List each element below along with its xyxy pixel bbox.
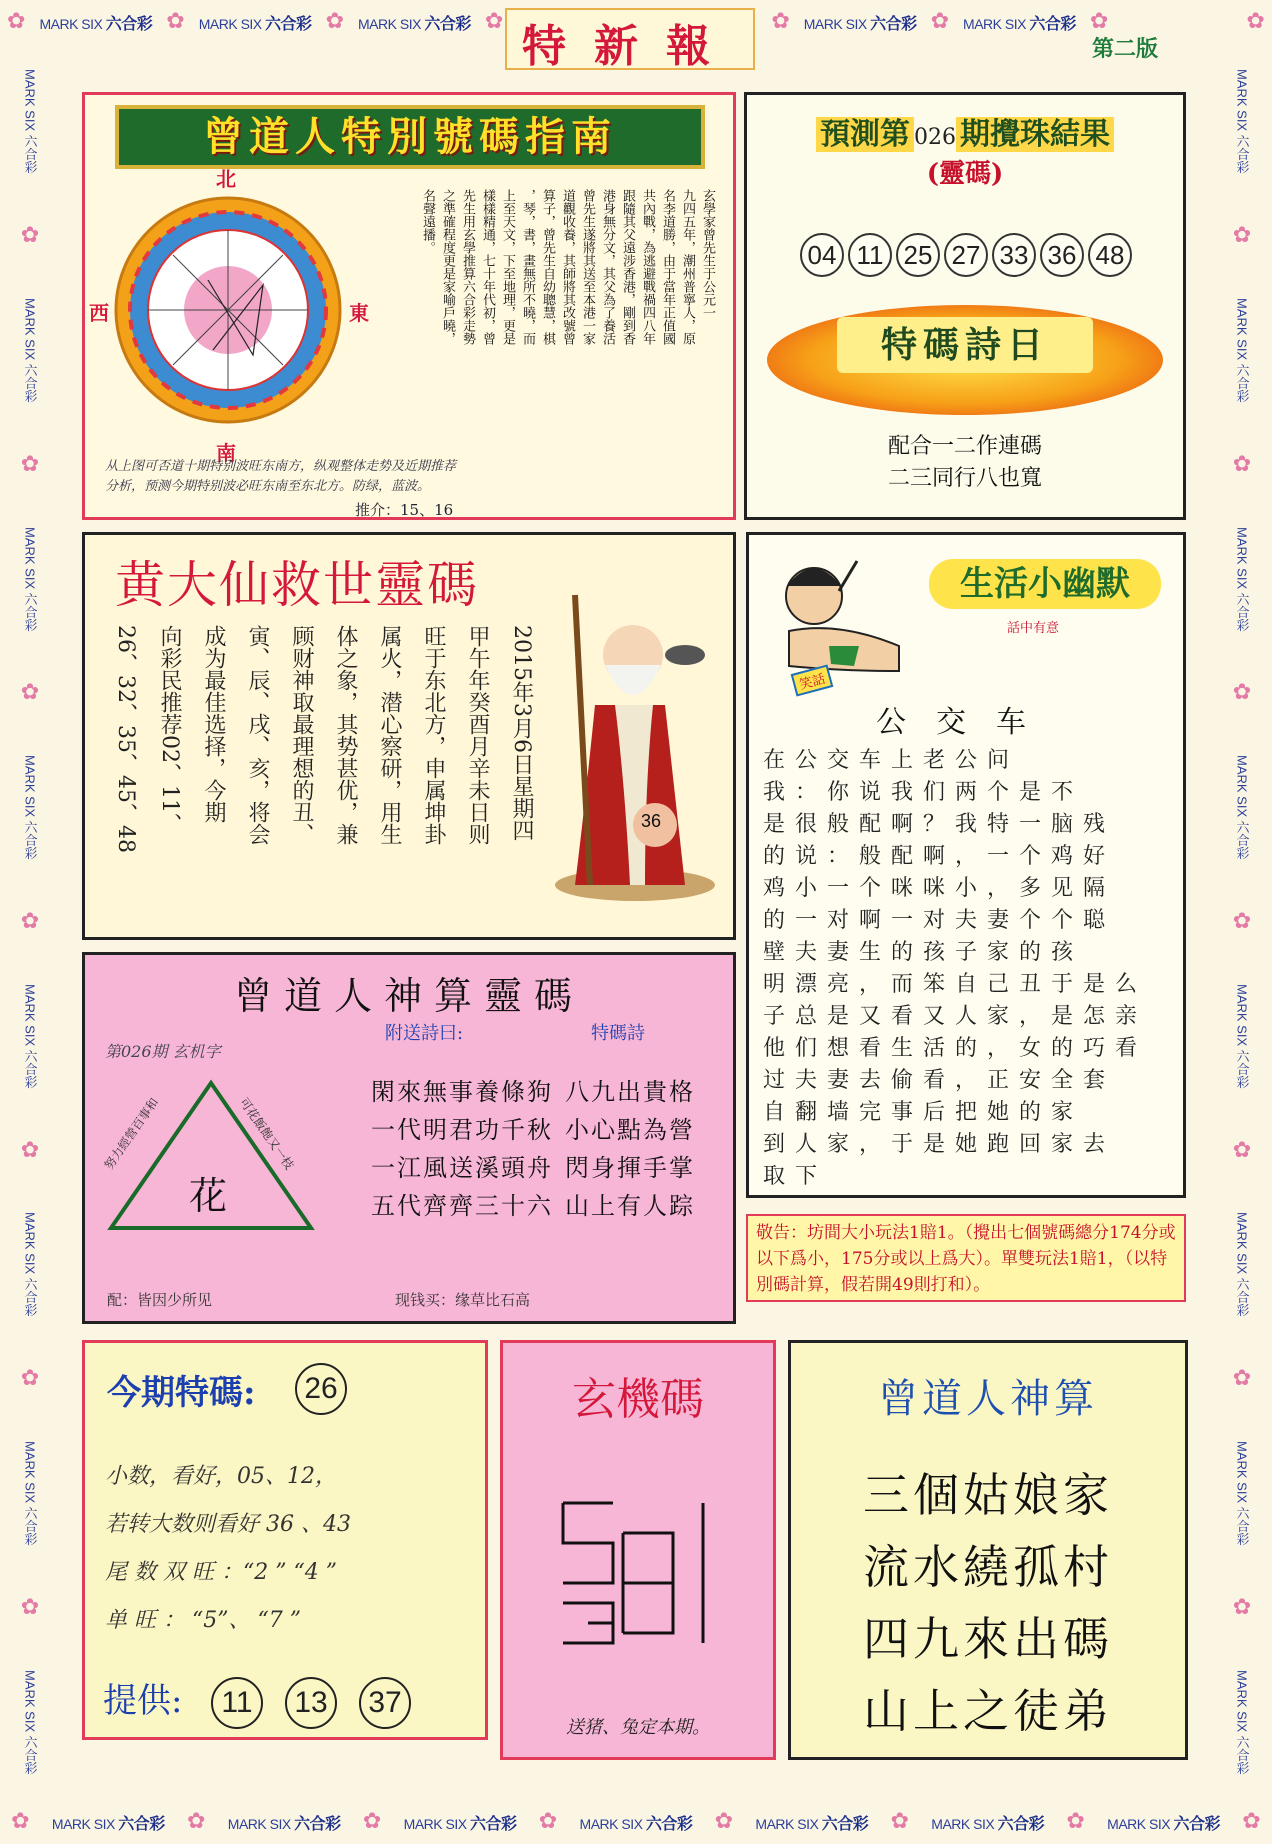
compass-rings — [103, 185, 353, 435]
brand-logo: MARK SIX 六合彩 — [1234, 69, 1250, 175]
brand-logo: MARK SIX 六合彩 — [803, 15, 917, 33]
guide-handwritten — [105, 457, 715, 497]
number-ball: 04 — [800, 233, 844, 277]
special-poem-label: 特碼詩 — [591, 1023, 645, 1044]
flower-icon: ✿ — [1232, 908, 1252, 934]
guide-title: 曾道人特別號碼指南 — [203, 113, 617, 160]
shen-poem — [791, 1459, 1185, 1747]
mystery-code-glyph — [553, 1493, 723, 1653]
number-ball: 27 — [944, 233, 988, 277]
flower-icon: ✿ — [890, 1809, 909, 1834]
number-ball: 11 — [848, 233, 892, 277]
poem-label: 附送詩曰: — [385, 1023, 464, 1044]
story-title: 公交车 — [876, 705, 1056, 740]
predict-title: 預測第 026 期攪珠結果 — [747, 109, 1183, 153]
masthead — [505, 8, 755, 70]
brand-logo: MARK SIX 六合彩 — [1234, 298, 1250, 403]
bio-line: 道觀收養，其師將其改號曾 — [560, 189, 575, 345]
poem-title: 特碼詩日 — [837, 317, 1093, 373]
right-border-strip — [1222, 44, 1262, 1800]
story-line: 过夫妻去偷看，正安全套 — [763, 1068, 1116, 1093]
special-line: 单 旺 ： “5”、 “7 ” — [105, 1608, 301, 1633]
flower-icon: ✿ — [1232, 1137, 1252, 1163]
guide-title-box — [115, 105, 705, 169]
guide-note-line: 分析，预测今期特别波必旺东南至东北方。防绿，蓝波。 — [105, 479, 431, 494]
number-ball: 48 — [1088, 233, 1132, 277]
joke-tag: 笑話 — [791, 664, 834, 696]
number-ball: 25 — [896, 233, 940, 277]
flower-icon: ✿ — [11, 1809, 30, 1834]
flower-icon: ✿ — [1242, 1809, 1261, 1834]
flower-icon: ✿ — [1066, 1809, 1085, 1834]
period-note: 第026期 玄机字 — [105, 1042, 221, 1061]
story-line: 是很般配啊？我特一脑残 — [763, 812, 1116, 837]
huang-line: 旺于东北方，申属坤卦 — [421, 625, 446, 845]
bio-line: 算子，曾先生自幼聰慧，棋 — [540, 189, 555, 345]
brand-logo: MARK SIX 六合彩 — [1234, 526, 1250, 632]
special-line: 尾 数 双 旺 ：“2 ” “4 ” — [105, 1560, 337, 1585]
number-ball: 36 — [1040, 233, 1084, 277]
story-line: 自翻墙完事后把她的家 — [763, 1100, 1084, 1125]
flower-icon: ✿ — [484, 9, 504, 34]
bio-line: 共內戰，為逃避戰禍四八年 — [640, 189, 655, 345]
guide-bio-text — [417, 189, 717, 429]
flower-icon: ✿ — [538, 1809, 558, 1834]
provide-number: 37 — [359, 1677, 411, 1729]
huang-line: 顾财神取最理想的丑、 — [289, 625, 314, 845]
brand-logo: MARK SIX 六合彩 — [1234, 983, 1250, 1089]
poem-line: 小心點為營 — [565, 1116, 695, 1144]
huang-line: 体之象，其势甚优，兼 — [333, 625, 358, 845]
shensuan-footer-left: 配：皆因少所见 — [107, 1291, 213, 1309]
flower-icon: ✿ — [187, 1809, 206, 1834]
provide-number: 13 — [285, 1677, 337, 1729]
predict-balls — [761, 233, 1171, 277]
flower-icon: ✿ — [20, 1594, 40, 1620]
triangle-center-char: 花 — [189, 1174, 228, 1218]
bio-line: 玄學家曾先生于公元一 — [700, 189, 715, 319]
special-label: 今期特碼: — [107, 1373, 256, 1413]
shensuan-footer-right: 现钱买：缘草比石高 — [395, 1291, 531, 1309]
brand-logo: MARK SIX 六合彩 — [22, 1212, 38, 1318]
xuanji-panel — [500, 1340, 776, 1760]
brand-logo: MARK SIX 六合彩 — [358, 15, 471, 33]
special-line: 小数，看好，05、12， — [105, 1464, 337, 1489]
story-line: 取下 — [763, 1164, 828, 1185]
bio-line: 先生用玄學推算六合彩走勢 — [460, 189, 475, 345]
bio-line: 曾先生遂將其送至本港一家 — [580, 189, 595, 345]
brand-logo: MARK SIX 六合彩 — [22, 298, 38, 403]
brand-logo: MARK SIX 六合彩 — [22, 1669, 38, 1775]
story-line: 明漂亮，而笨自己丑于是么 — [763, 972, 1148, 997]
shen-line: 山上之徒弟 — [863, 1684, 1113, 1738]
huang-title: 黄大仙救世靈碼 — [115, 556, 479, 614]
bio-line: 跟隨其父遠涉香港，剛到香 — [620, 189, 635, 345]
story-line: 鸡小一个咪咪小，多见隔 — [763, 876, 1116, 901]
huang-line: 属火，潜心察研，用生 — [377, 625, 402, 845]
poem-line: 閑來無事養條狗 — [371, 1078, 553, 1106]
brand-logo: MARK SIX 六合彩 — [1234, 1441, 1250, 1546]
deity-figure — [545, 585, 725, 905]
flower-icon: ✿ — [362, 1809, 382, 1834]
notice-box: 敬告：坊間大小玩法1賠1。（攪出七個號碼總分174分或以下爲小，175分或以上爲大）。單雙玩法1賠1，（以特別碼計算，假若開49則打和）。 — [746, 1214, 1186, 1302]
flower-icon: ✿ — [1232, 223, 1252, 249]
brand-logo: MARK SIX 六合彩 — [22, 1441, 38, 1546]
brand-logo: MARK SIX 六合彩 — [1107, 1815, 1220, 1833]
predict-period: 026 — [914, 125, 956, 150]
flower-icon: ✿ — [20, 451, 40, 477]
poem-line: 配合一二作連碼 — [887, 434, 1042, 459]
compass-east: 東 — [349, 301, 369, 325]
triangle-left-text: 努力經營百事和 — [101, 1095, 162, 1173]
flower-icon: ✿ — [714, 1809, 734, 1834]
story-line: 壁夫妻生的孩子家的孩 — [763, 940, 1084, 965]
flower-icon: ✿ — [930, 9, 950, 34]
predict-panel — [744, 92, 1186, 520]
flower-icon: ✿ — [20, 908, 40, 934]
flower-icon: ✿ — [1089, 9, 1109, 34]
brand-logo: MARK SIX 六合彩 — [22, 69, 38, 175]
shen-line: 流水繞孤村 — [863, 1540, 1113, 1594]
flower-icon: ✿ — [7, 9, 26, 34]
bio-line: 上至天文，下至地理，更是 — [500, 189, 515, 345]
xuanji-footer: 送猪、兔定本期。 — [566, 1717, 710, 1738]
special-panel — [82, 1340, 488, 1740]
flower-icon: ✿ — [1232, 1594, 1252, 1620]
compass-south: 南 — [216, 441, 236, 465]
flower-icon: ✿ — [1246, 9, 1265, 34]
special-lines — [105, 1453, 475, 1645]
bio-line: 港身無分文，其父為了養活 — [600, 189, 615, 345]
brand-logo: MARK SIX 六合彩 — [579, 1815, 693, 1833]
humor-title: 生活小幽默 — [929, 559, 1161, 609]
brand-logo: MARK SIX 六合彩 — [22, 526, 38, 632]
special-number: 26 — [295, 1363, 347, 1415]
huang-line: 寅、辰、戌、亥，将会 — [245, 625, 270, 845]
story-line: 的一对啊一对夫妻个个聪 — [763, 908, 1116, 933]
story-line: 在公交车上老公问 — [763, 748, 1020, 773]
left-border-strip — [10, 44, 50, 1800]
brand-logo: MARK SIX 六合彩 — [39, 15, 153, 33]
huang-panel — [82, 532, 736, 940]
compass-west: 西 — [89, 301, 109, 325]
bio-line: ，琴，書，畫無所不曉，而 — [520, 189, 535, 345]
story-line: 他们想看生活的，女的巧看 — [763, 1036, 1148, 1061]
brand-logo: MARK SIX 六合彩 — [755, 1815, 869, 1833]
poem-line: 山上有人踪 — [565, 1192, 695, 1220]
brand-logo: MARK SIX 六合彩 — [963, 15, 1076, 33]
flower-icon: ✿ — [20, 680, 40, 706]
huang-line: 甲午年癸酉月辛未日则 — [465, 625, 490, 845]
flower-icon: ✿ — [166, 9, 185, 34]
poem-left — [371, 1073, 553, 1225]
flower-icon: ✿ — [325, 9, 344, 34]
poem-line: 一代明君功千秋 — [371, 1116, 553, 1144]
bio-line: 名李道勝，由于當年正值國 — [660, 189, 675, 345]
brand-logo: MARK SIX 六合彩 — [931, 1815, 1045, 1833]
shensuan-title: 曾道人神算靈碼 — [233, 974, 584, 1018]
flower-icon: ✿ — [20, 223, 40, 249]
story-line: 的说：般配啊，一个鸡好 — [763, 844, 1116, 869]
provide-number: 11 — [211, 1677, 263, 1729]
shen-line: 四九來出碼 — [863, 1612, 1113, 1666]
brand-logo: MARK SIX 六合彩 — [1234, 1669, 1250, 1775]
shen-panel — [788, 1340, 1188, 1760]
huang-line: 向彩民推荐02、11、 — [157, 625, 182, 835]
poem-line: 二三同行八也寬 — [887, 466, 1042, 491]
guide-panel — [82, 92, 736, 520]
shensuan-panel — [82, 952, 736, 1324]
predict-subtitle: (靈碼) — [926, 159, 1004, 189]
xuanji-title: 玄機碼 — [572, 1374, 704, 1425]
page-title: 特新報 — [522, 21, 738, 72]
deity-icon — [545, 585, 725, 905]
story-line: 子总是又看又人家，是怎亲 — [763, 1004, 1148, 1029]
huang-line: 26、32、35、45、48 — [113, 625, 138, 853]
guide-note-line: 从上图可否道十期特别波旺东南方，纵观整体走势及近期推荐 — [105, 459, 457, 474]
bio-line: 樣樣精通，七十年代初，曾 — [480, 189, 495, 345]
brand-logo: MARK SIX 六合彩 — [22, 983, 38, 1089]
poem-line: 一江風送溪頭舟 — [371, 1154, 553, 1182]
brand-logo: MARK SIX 六合彩 — [1234, 1212, 1250, 1318]
flower-icon: ✿ — [1232, 451, 1252, 477]
humor-illustration — [759, 551, 909, 701]
story-line: 到人家，于是她跑回家去 — [763, 1132, 1116, 1157]
flower-icon: ✿ — [20, 1137, 40, 1163]
triangle-right-text: 可花飯飽又一枝 — [236, 1095, 297, 1173]
bio-line: 九四五年，潮州普寧人，原 — [680, 189, 695, 345]
deity-badge-number: 36 — [641, 811, 662, 831]
shen-line: 三個姑娘家 — [863, 1468, 1113, 1522]
flower-icon: ✿ — [1232, 1366, 1252, 1392]
story-body — [763, 745, 1169, 1185]
humor-panel — [746, 532, 1186, 1198]
brand-logo: MARK SIX 六合彩 — [403, 1815, 517, 1833]
number-ball: 33 — [992, 233, 1036, 277]
guide-recommend: 推介：15、16 — [355, 501, 454, 519]
bio-line: 之準確程度更是家喻戶曉， — [440, 189, 455, 345]
story-line: 我：你说我们两个是不 — [763, 780, 1084, 805]
brand-logo: MARK SIX 六合彩 — [1234, 755, 1250, 860]
huang-text — [103, 625, 543, 925]
poem-line: 八九出貴格 — [565, 1078, 695, 1106]
flower-icon: ✿ — [771, 9, 790, 34]
predict-poem — [747, 431, 1183, 495]
poem-line: 五代齊齊三十六 — [371, 1192, 553, 1220]
edition-label: 第二版 — [1092, 36, 1159, 62]
flower-icon: ✿ — [20, 1366, 40, 1392]
humor-subtitle: 話中有意 — [1007, 621, 1060, 636]
cartoon-man-icon — [759, 551, 909, 701]
flower-icon: ✿ — [1232, 680, 1252, 706]
brand-logo: MARK SIX 六合彩 — [198, 15, 312, 33]
shen-title: 曾道人神算 — [878, 1376, 1098, 1422]
compass-diagram — [89, 167, 369, 465]
bottom-border-strip — [0, 1800, 1272, 1844]
huang-line: 2015年3月6日星期四 — [509, 625, 534, 841]
poem-right — [565, 1073, 695, 1225]
huang-line: 成为最佳选择，今期 — [201, 625, 226, 823]
poem-line: 閃身揮手掌 — [565, 1154, 695, 1182]
special-line: 若转大数则看好 36 、43 — [105, 1512, 351, 1537]
provide-label: 提供: — [103, 1681, 183, 1721]
brand-logo: MARK SIX 六合彩 — [51, 1815, 165, 1833]
compass-north: 北 — [216, 167, 236, 191]
brand-logo: MARK SIX 六合彩 — [227, 1815, 341, 1833]
bio-line: 名聲遠播。 — [420, 189, 435, 254]
brand-logo: MARK SIX 六合彩 — [22, 755, 38, 860]
